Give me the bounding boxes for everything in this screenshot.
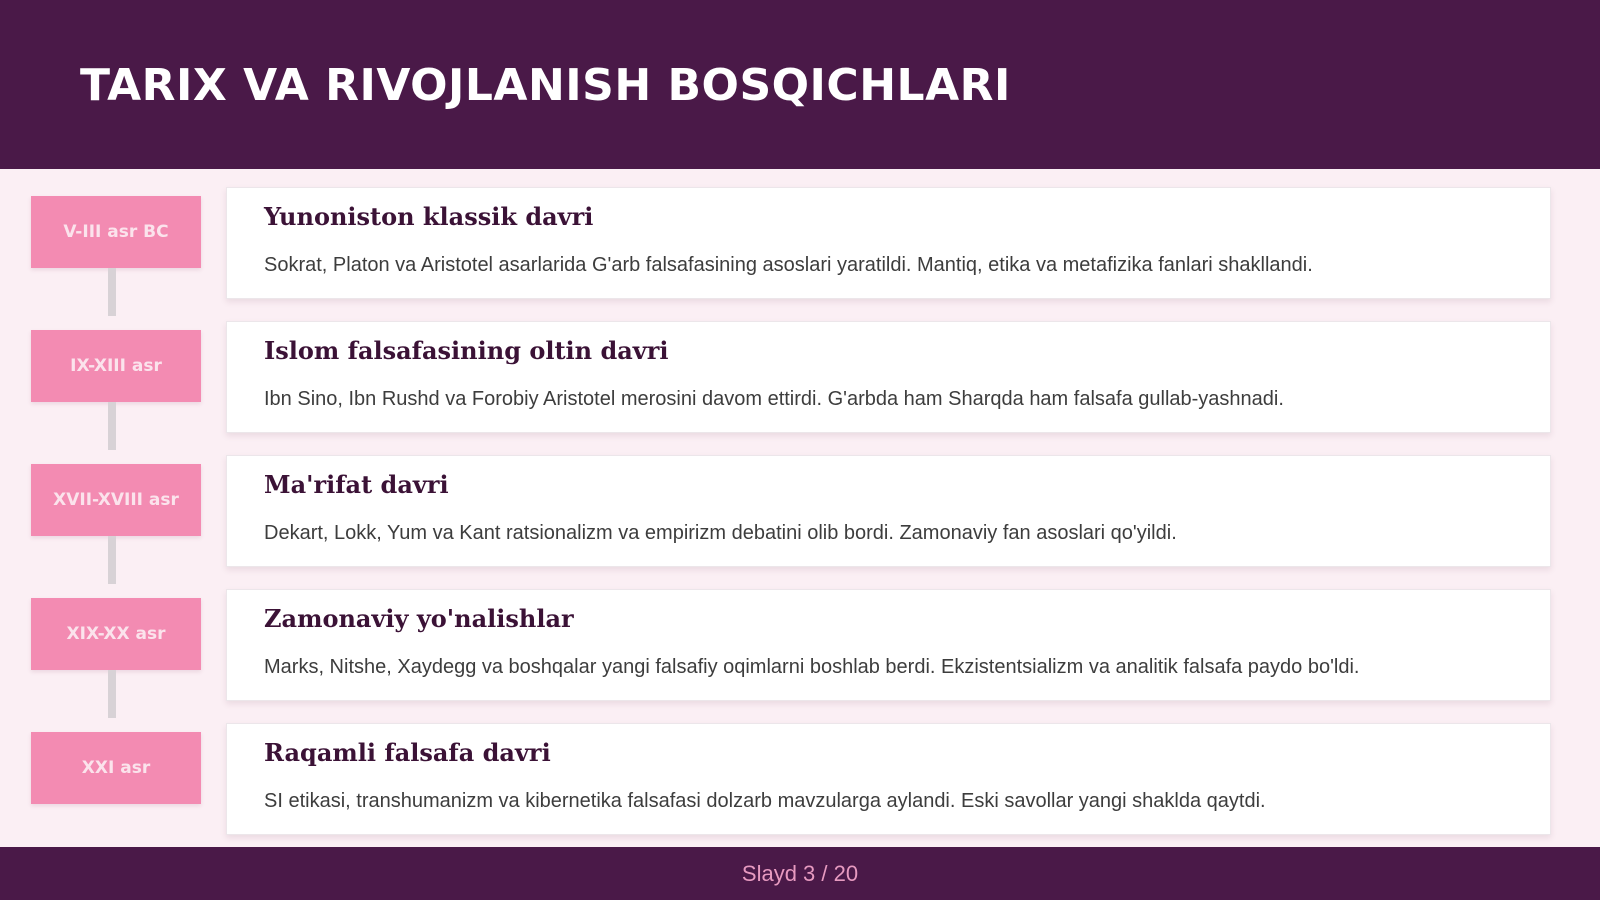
timeline-period-badge: IX-XIII asr bbox=[31, 330, 201, 402]
timeline-period-badge: V-III asr BC bbox=[31, 196, 201, 268]
timeline-card bbox=[226, 723, 1551, 835]
slide-footer bbox=[0, 847, 1600, 900]
timeline-row bbox=[0, 705, 1600, 819]
timeline-card-text: Marks, Nitshe, Xaydegg va boshqalar yangi falsafiy oqimlarni boshlab berdi. Ekzistentsializm va analitik falsafa paydo bo'ldi. bbox=[264, 656, 1360, 678]
timeline-row bbox=[0, 303, 1600, 417]
timeline-card-title: Zamonaviy yo'nalishlar bbox=[264, 604, 574, 633]
timeline-card-title: Islom falsafasining oltin davri bbox=[264, 336, 669, 365]
timeline-period-badge: XVII-XVIII asr bbox=[31, 464, 201, 536]
timeline-card bbox=[226, 455, 1551, 567]
timeline-card-text: SI etikasi, transhumanizm va kibernetika falsafasi dolzarb mavzularga aylandi. Eski savollar yangi shaklda qaytdi. bbox=[264, 790, 1266, 812]
timeline-row bbox=[0, 571, 1600, 685]
timeline-card bbox=[226, 187, 1551, 299]
timeline-card-title: Raqamli falsafa davri bbox=[264, 738, 551, 767]
slide-number: Slayd 3 / 20 bbox=[741, 860, 859, 886]
slide-header bbox=[0, 0, 1600, 169]
timeline-period-badge: XIX-XX asr bbox=[31, 598, 201, 670]
timeline-card bbox=[226, 589, 1551, 701]
timeline-card-text: Dekart, Lokk, Yum va Kant ratsionalizm va empirizm debatini olib bordi. Zamonaviy fan asoslari qo'yildi. bbox=[264, 522, 1177, 544]
slide-title: TARIX VA RIVOJLANISH BOSQICHLARI bbox=[80, 60, 1011, 111]
timeline-card bbox=[226, 321, 1551, 433]
timeline-card-text: Ibn Sino, Ibn Rushd va Forobiy Aristotel merosini davom ettirdi. G'arbda ham Sharqda ham falsafa gullab-yashnadi. bbox=[264, 388, 1284, 410]
timeline-row bbox=[0, 437, 1600, 551]
timeline-card-title: Yunoniston klassik davri bbox=[264, 202, 594, 231]
timeline bbox=[0, 169, 1600, 847]
timeline-row bbox=[0, 169, 1600, 283]
timeline-period-badge: XXI asr bbox=[31, 732, 201, 804]
timeline-card-text: Sokrat, Platon va Aristotel asarlarida G'arb falsafasining asoslari yaratildi. Mantiq, etika va metafizika fanlari shakllandi. bbox=[264, 254, 1313, 276]
timeline-card-title: Ma'rifat davri bbox=[264, 470, 449, 499]
